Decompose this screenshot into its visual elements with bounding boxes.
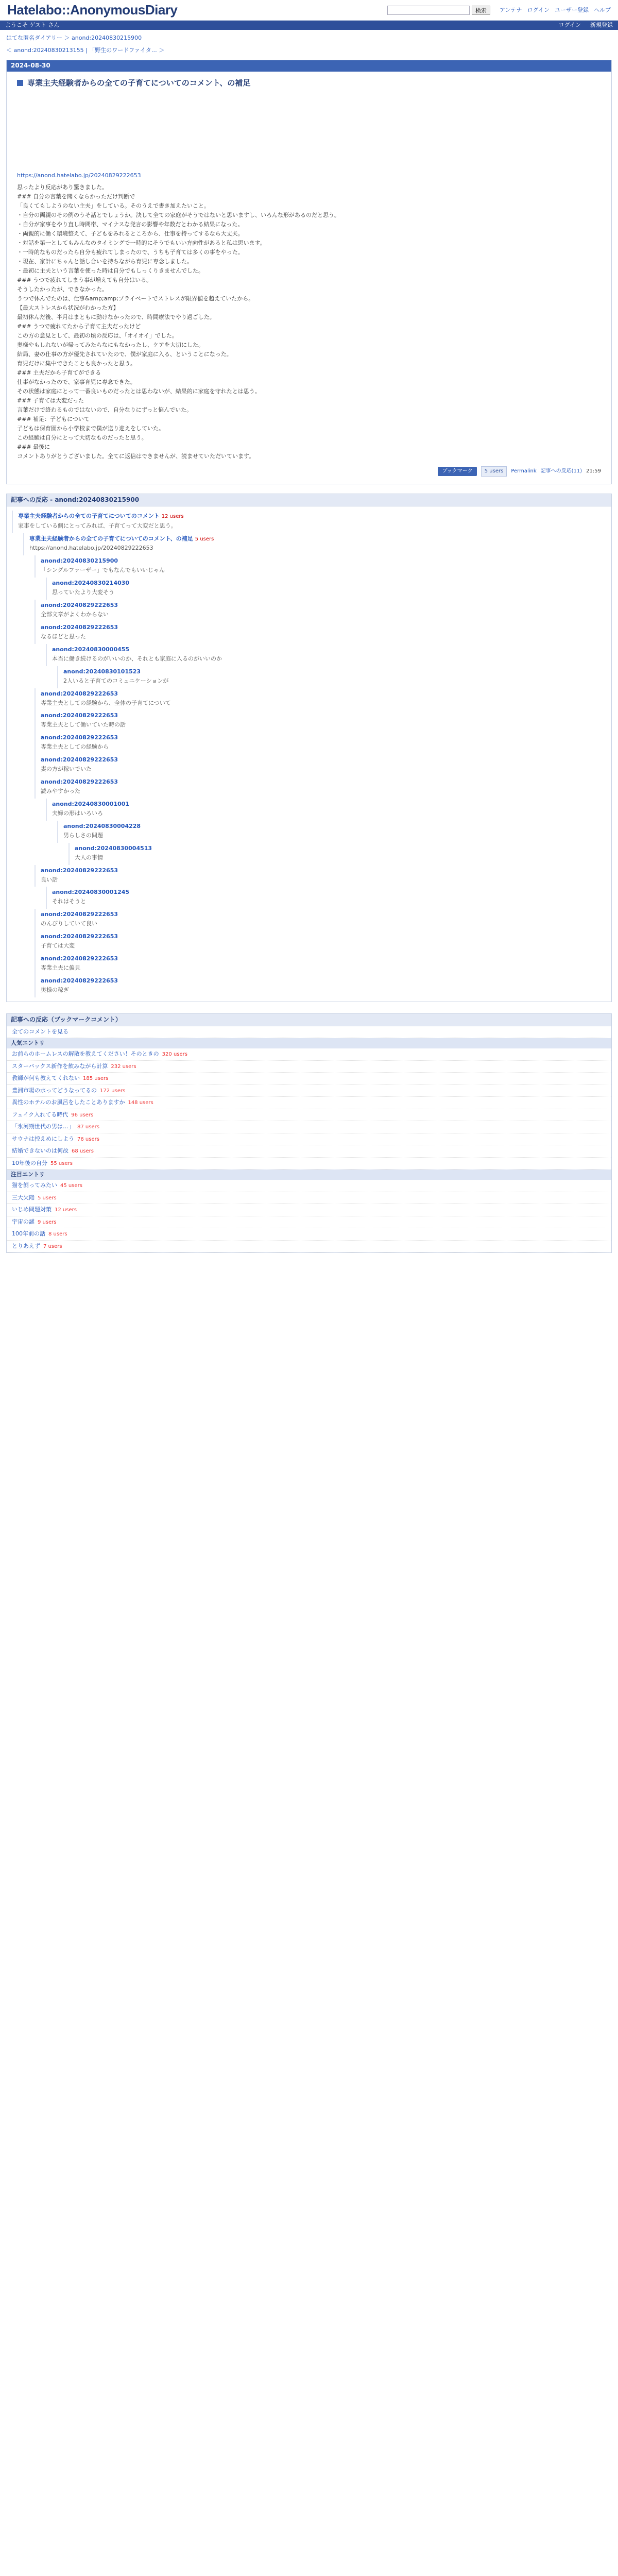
reaction-item [35,953,606,975]
reaction-title[interactable]: anond:20240830004513 [75,844,152,852]
entry-paragraph: ### うつで疲れてしまう事が増えても自分はいる。 [17,276,152,283]
related-link[interactable]: お前らのホームレスの解散を教えてください！そのときの [12,1050,159,1058]
entry-paragraph: この方の意見として、最初の頃の反応は、「オイオイ」でした。 [17,332,178,339]
reaction-title[interactable]: anond:20240829222653 [41,756,118,764]
related-item [7,1085,611,1097]
entry-title[interactable] [17,78,601,89]
reaction-item [23,533,606,555]
reaction-item [57,821,606,843]
reaction-body: 良い話 [41,876,58,883]
entry-paragraph: ### うつで疲れてたから子育て主夫だったけど [17,323,141,330]
entry-paragraph: 育児だけに集中できたことも良かったと思う。 [17,360,136,367]
reaction-title[interactable]: anond:20240830214030 [52,580,130,587]
reaction-item [35,732,606,754]
entry-paragraph: ### 最後に [17,443,50,450]
all-comments-link[interactable]: 全てのコメントを見る [12,1028,68,1036]
reaction-body: それはそうと [52,898,86,905]
entry-paragraph: 最初休んだ後、半月はまともに動けなかったので、時間療法でやり過ごした。 [17,313,215,320]
nav-antenna[interactable]: アンテナ [499,6,522,13]
entry-time: 21:59 [586,468,601,474]
reaction-title[interactable]: 専業主夫経験者からの全ての子育てについてのコメント、の補足 [29,535,193,542]
entry-container [6,60,612,484]
popular-list [7,1048,611,1170]
entry-paragraph: そうしたかったが、できなかった。 [17,285,108,293]
reaction-body: 夫婦の形はいろいろ [52,809,103,817]
reaction-title[interactable]: anond:20240829222653 [41,977,118,984]
related-users[interactable]: 68 users [72,1148,94,1155]
reaction-item [35,754,606,776]
reaction-body: 全部文章がよくわからない [41,611,109,618]
reaction-body: 子育ては大変 [41,942,75,950]
related-link[interactable]: 三大欠陥 [12,1194,35,1201]
entry-paragraph: コメントありがとうございました。全てに返信はできませんが、読ませていただいています。 [17,452,255,460]
reaction-title[interactable]: anond:20240830001001 [52,800,130,807]
reaction-item [35,710,606,732]
reaction-body: 読みやすかった [41,788,80,795]
entry-paragraph: ・自分の両親のその例のうそ話とでしょうか。決して全ての家庭がそうではないと思いますし、いろんな形があるのだと思う。 [17,211,340,218]
entry-paragraph: その状態は家庭にとって一番良いものだったとは思わないが、結果的に家庭を守れたとは思う。 [17,387,261,395]
entry-date: 2024-08-30 [7,60,611,72]
related-users[interactable]: 185 users [83,1076,109,1082]
entry-paragraph: ・一時的なものだったら自分も疲れてしまったので、うちも子育ては多くの事をやった。 [17,248,244,256]
nav-help[interactable]: ヘルプ [594,6,611,13]
related-item [7,1192,611,1205]
reaction-title[interactable]: anond:20240829222653 [41,867,118,874]
reaction-item [35,622,606,644]
related-users[interactable]: 232 users [111,1063,136,1070]
related-link[interactable]: いじめ問題対策 [12,1206,52,1213]
entry-paragraph: ・対話を第一としてもみんなのタイミングで一時的にそうでもいい方向性があると私は思います。 [17,239,266,246]
all-comments-link-wrap [7,1026,611,1038]
related-item [7,1048,611,1061]
entry-paragraph: 「良くてもしようのない主夫」をしている。そのうえで書き加えたいこと。 [17,202,210,209]
reaction-item [35,865,606,887]
reaction-item [46,578,606,600]
reaction-item [57,666,606,688]
reaction-item [46,644,606,666]
related-users[interactable]: 87 users [77,1124,99,1130]
related-link[interactable]: フェイク入れてる時代 [12,1111,68,1118]
reactions-heading: 記事への反応 - anond:20240830215900 [7,494,611,506]
search-button[interactable]: 検索 [472,6,490,15]
entry-paragraph: うつで休んでたのは、仕事&amp;amp;プライベートでストレスが限界値を超えていたから。 [17,295,254,302]
bookmark-count[interactable]: 5 users [481,466,507,477]
related-link[interactable]: 「氷河期世代の男は…」 [12,1123,74,1130]
reaction-body: 大人の事情 [75,854,103,861]
header-nav [500,6,611,14]
sub-header [0,21,618,30]
reaction-body: 専業主夫として働いていた時の話 [41,721,126,728]
reaction-body: 本当に働き続けるのがいいのか、それとも家庭に入るのがいいのか [52,655,222,662]
related-item [7,1216,611,1229]
related-link[interactable]: とりあえず [12,1242,40,1249]
reaction-title[interactable]: anond:20240829222653 [41,955,118,962]
reaction-title[interactable]: anond:20240829222653 [41,734,118,741]
reaction-body: 思っていたより大変そう [52,589,114,596]
entry-paragraph: 思ったより反応があり驚きました。 [17,183,108,191]
entry-footer [17,466,601,477]
entry-paragraph: 【最大ストレスから状況がわかった方】 [17,304,119,311]
reaction-title[interactable]: anond:20240830004228 [63,822,141,829]
related-link[interactable]: 結婚できないのは何故 [12,1147,68,1155]
related-item [7,1109,611,1122]
welcome-text: ようこそ ゲスト さん [5,22,60,29]
reaction-title[interactable]: anond:20240829222653 [41,933,118,940]
entry-paragraph: ・最初に主夫という言葉を使った時は自分でもしっくりきませんでした。 [17,267,204,274]
reaction-title[interactable]: 専業主夫経験者からの全ての子育てについてのコメント [18,513,160,520]
entry-paragraph: ### 子育ては大変だった [17,397,84,404]
nav-login[interactable]: ログイン [527,6,550,13]
related-users[interactable]: 9 users [38,1219,57,1225]
reaction-item [35,776,606,799]
related-users[interactable]: 7 users [43,1243,62,1249]
related-item [7,1158,611,1170]
register-link[interactable]: 新規登録 [590,22,613,29]
reaction-body: 「シングルファーザー」でもなんでもいいじゃん [41,567,165,574]
reaction-item [35,600,606,622]
related-item [7,1097,611,1109]
related-users[interactable]: 45 users [60,1183,82,1189]
related-item [7,1073,611,1085]
reactions-tree [7,506,611,1001]
reaction-title[interactable]: anond:20240830101523 [63,668,141,675]
header-search [387,6,490,15]
search-input[interactable] [387,6,470,15]
reaction-body: 妻の方が稼いでいた [41,766,92,773]
entry-url [17,172,601,180]
entry-paragraph: 言葉だけで終わるものではないので、自分なりにずっと悩んでいた。 [17,406,193,413]
reaction-body: 2人いると子育てのコミュニケーションが [63,677,169,684]
related-link[interactable]: 教師が何も教えてくれない [12,1075,80,1082]
reaction-item [12,511,606,533]
related-section [6,1013,612,1253]
reaction-item [68,843,606,865]
nav-signup[interactable]: ユーザー登録 [555,6,589,13]
related-link[interactable]: 異性のホテルのお風呂をしたことありますか [12,1099,125,1106]
popular-heading: 人気エントリ [7,1038,611,1048]
entry-body [17,183,601,461]
related-item [7,1204,611,1216]
related-users[interactable]: 320 users [162,1052,187,1058]
reaction-body: 専業主夫としての経験から、全体の子育てについて [41,699,171,706]
related-link[interactable]: スターバックス新作を飲みながら計算 [12,1062,108,1070]
related-item [7,1133,611,1146]
reaction-body: なるほどと思った [41,633,86,640]
breadcrumb [0,30,618,46]
reaction-title[interactable]: anond:20240829222653 [41,712,118,719]
entry-paragraph: ・自分が家事をやり直し時間帯、マイナスな発言の影響や年数だとわかる結果になった。 [17,221,244,228]
reaction-item [35,931,606,953]
entry-paragraph: この経験は自分にとって大切なものだったと思う。 [17,434,147,441]
site-logo[interactable]: Hatelabo::AnonymousDiary [7,2,178,18]
entry-paragraph: ### 自分の言葉を聞くならかっただけ判断で [17,193,135,200]
related-users[interactable]: 55 users [50,1160,73,1166]
related-link[interactable]: 猫を飼ってみたい [12,1182,57,1189]
reactions-section [6,494,612,1002]
reaction-body: 奥様の稼ぎ [41,986,69,993]
related-users[interactable]: 96 users [71,1112,94,1118]
entry-paragraph: 子どもは保育園から小学校まで僕が送り迎えをしていた。 [17,425,164,432]
reaction-body: 家事をしている側にとってみれば、子育てって大変だと思う。 [18,522,177,529]
login-link[interactable]: ログイン [558,22,581,29]
permalink[interactable]: Permalink [511,468,537,474]
related-users[interactable]: 172 users [100,1088,126,1094]
related-users[interactable]: 12 users [55,1207,77,1213]
reaction-item [35,555,606,578]
related-users[interactable]: 5 users [38,1195,57,1201]
featured-heading: 注目エントリ [7,1170,611,1180]
related-item [7,1228,611,1241]
entry-url-link[interactable]: https://anond.hatelabo.jp/20240829222653 [17,172,141,179]
entry-paragraph: 結局、妻の仕事の方が優先されていたので、僕が家庭に入る、ということになった。 [17,350,232,358]
related-link[interactable]: 100年前の話 [12,1230,45,1238]
entry-title-text: 専業主夫経験者からの全ての子育てについてのコメント、の補足 [27,78,251,88]
entry-paragraph: ・両親的に働く環境整えて、子どもをみれるところから、仕事を持ってするなら大丈夫。 [17,230,244,237]
reaction-body: 男らしさの問題 [63,832,103,839]
reaction-title[interactable]: anond:20240829222653 [41,690,118,697]
entry-paragraph: 仕事がなかったので、家事育児に専念できた。 [17,378,136,385]
reaction-title[interactable]: anond:20240830001245 [52,889,130,896]
entry-paragraph: ### 主夫だから子育てができる [17,369,101,376]
breadcrumb-link[interactable]: はてな匿名ダイアリー ＞ anond:20240830215900 [6,35,142,41]
reaction-item [35,688,606,710]
entry-paragraph: ・現在、家計にちゃんと話し合いを持ちながら育児に専念しました。 [17,258,193,265]
related-link[interactable]: サウナは控えめにしよう [12,1135,74,1142]
related-item [7,1121,611,1133]
related-item [7,1180,611,1192]
reaction-title[interactable]: anond:20240829222653 [41,602,118,609]
reaction-title[interactable]: anond:20240830215900 [41,557,118,565]
reaction-item [46,799,606,821]
reactions-link[interactable]: 記事への反応(11) [540,468,582,474]
reaction-item [35,975,606,997]
reaction-title[interactable]: anond:20240829222653 [41,623,118,631]
related-link[interactable]: 宇宙の謎 [12,1218,35,1225]
reaction-body: https://anond.hatelabo.jp/20240829222653 [29,545,153,552]
prev-next-link[interactable]: ＜ anond:20240830213155 | 「野生のワードファイタ… ＞ [6,46,165,54]
related-item [7,1145,611,1158]
related-item [7,1241,611,1253]
site-header [0,0,618,21]
reaction-item [35,909,606,931]
reaction-title[interactable]: anond:20240829222653 [41,778,118,786]
reaction-body: 専業主夫に偏見 [41,964,80,972]
reaction-body: 専業主夫としての経験から [41,743,109,751]
entry-paragraph: 奥様やもしれないが帰ってみたらなにもなかったし、ケアを大切にした。 [17,341,204,348]
related-heading: 記事への反応（ブックマークコメント） [7,1014,611,1026]
related-link[interactable]: 豊洲市場の水ってどうなってるの [12,1087,97,1094]
related-users[interactable]: 8 users [48,1231,67,1238]
related-item [7,1061,611,1073]
entry [7,72,611,484]
reaction-item [46,887,606,909]
bookmark-button[interactable]: ブックマーク [438,467,476,477]
reaction-title[interactable]: anond:20240830000455 [52,646,130,653]
related-users[interactable]: 76 users [77,1136,99,1142]
entry-paragraph: ### 補足：子どもについて [17,415,90,422]
prev-next-nav [0,46,618,60]
reaction-users[interactable]: 5 users [195,536,214,542]
reaction-title[interactable]: anond:20240829222653 [41,911,118,918]
reaction-users[interactable]: 12 users [161,514,184,520]
related-link[interactable]: 10年後の自分 [12,1159,47,1166]
reaction-body: のんびりしていて良い [41,920,97,927]
related-users[interactable]: 148 users [128,1100,153,1106]
title-square-icon [17,80,23,86]
featured-list [7,1180,611,1252]
